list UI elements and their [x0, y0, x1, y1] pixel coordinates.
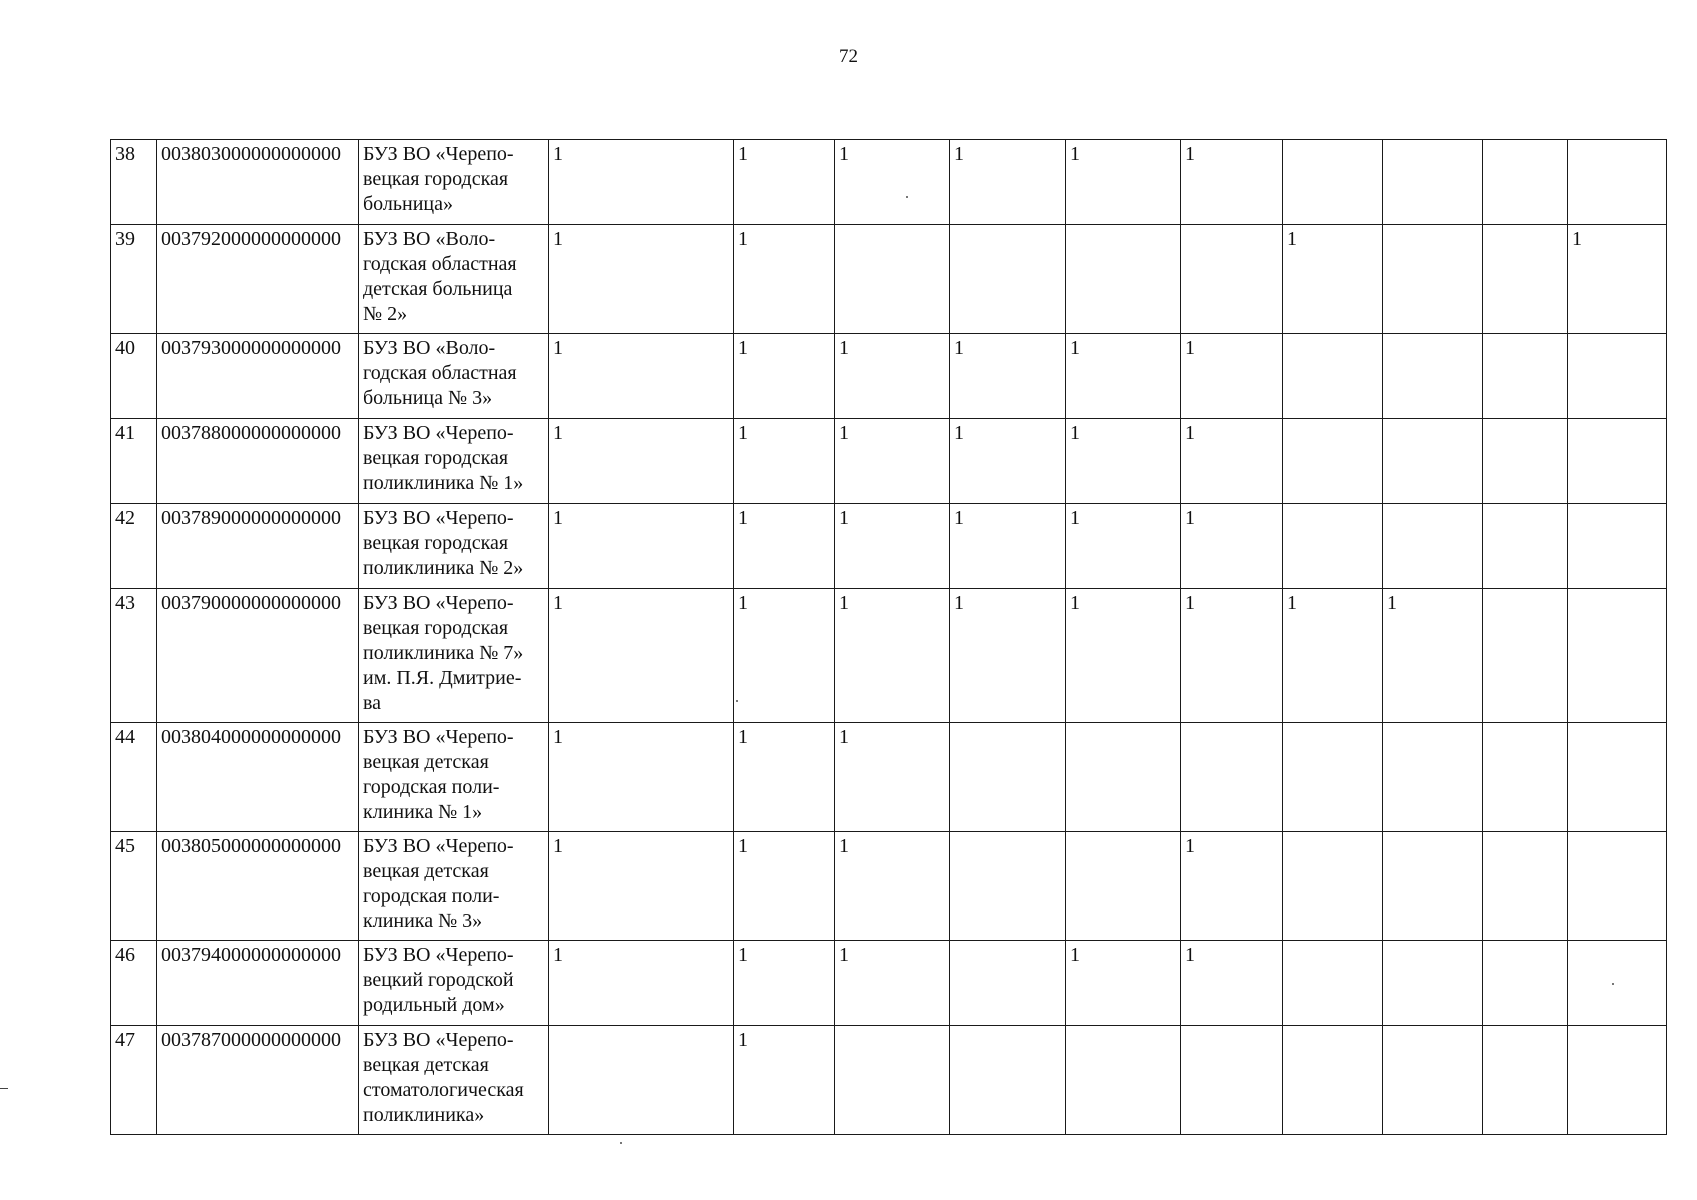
table-row	[111, 225, 1667, 334]
table-row	[111, 589, 1667, 723]
mark-cell-col-9	[1483, 1026, 1568, 1135]
table-row	[111, 140, 1667, 225]
row-number-cell: 47	[111, 1026, 157, 1135]
mark-cell-col-1: 1	[549, 140, 734, 225]
scan-speck	[906, 196, 908, 198]
mark-cell-col-9	[1483, 832, 1568, 941]
registry-code-cell: 003793000000000000	[157, 334, 359, 419]
mark-cell-col-9	[1483, 225, 1568, 334]
row-number-cell: 42	[111, 504, 157, 589]
mark-cell-col-8	[1383, 941, 1483, 1026]
table-row	[111, 941, 1667, 1026]
mark-cell-col-7	[1283, 140, 1383, 225]
registry-code-cell: 003792000000000000	[157, 225, 359, 334]
mark-cell-col-10	[1568, 941, 1667, 1026]
mark-cell-col-3: 1	[835, 140, 950, 225]
mark-cell-col-10	[1568, 140, 1667, 225]
mark-cell-col-4: 1	[950, 140, 1066, 225]
mark-cell-col-7	[1283, 419, 1383, 504]
mark-cell-col-2: 1	[734, 225, 835, 334]
mark-cell-col-2: 1	[734, 419, 835, 504]
mark-cell-col-7	[1283, 504, 1383, 589]
table-row	[111, 723, 1667, 832]
mark-cell-col-5	[1066, 723, 1181, 832]
mark-cell-col-9	[1483, 334, 1568, 419]
mark-cell-col-7	[1283, 1026, 1383, 1135]
registry-code-cell: 003787000000000000	[157, 1026, 359, 1135]
table-row	[111, 334, 1667, 419]
mark-cell-col-5: 1	[1066, 504, 1181, 589]
mark-cell-col-5: 1	[1066, 419, 1181, 504]
scan-speck	[620, 1142, 622, 1144]
mark-cell-col-2: 1	[734, 504, 835, 589]
mark-cell-col-10: 1	[1568, 225, 1667, 334]
organization-name-cell: БУЗ ВО «Черепо- вецкая городская поликлиника № 7» им. П.Я. Дмитрие- ва	[359, 589, 549, 723]
mark-cell-col-2: 1	[734, 941, 835, 1026]
mark-cell-col-8	[1383, 140, 1483, 225]
mark-cell-col-8	[1383, 419, 1483, 504]
row-number-cell: 46	[111, 941, 157, 1026]
mark-cell-col-3: 1	[835, 334, 950, 419]
mark-cell-col-4	[950, 941, 1066, 1026]
table-body	[111, 140, 1667, 1135]
mark-cell-col-1: 1	[549, 723, 734, 832]
page-number: 72	[839, 46, 858, 67]
mark-cell-col-2: 1	[734, 140, 835, 225]
mark-cell-col-1: 1	[549, 589, 734, 723]
mark-cell-col-6: 1	[1181, 832, 1283, 941]
mark-cell-col-2: 1	[734, 334, 835, 419]
mark-cell-col-1: 1	[549, 419, 734, 504]
mark-cell-col-9	[1483, 723, 1568, 832]
mark-cell-col-7	[1283, 941, 1383, 1026]
organization-name-cell: БУЗ ВО «Воло- годская областная больница № 3»	[359, 334, 549, 419]
table-row	[111, 419, 1667, 504]
mark-cell-col-10	[1568, 419, 1667, 504]
organization-name-cell: БУЗ ВО «Черепо- вецкая детская городская поли- клиника № 1»	[359, 723, 549, 832]
mark-cell-col-4	[950, 1026, 1066, 1135]
row-number-cell: 45	[111, 832, 157, 941]
mark-cell-col-6: 1	[1181, 589, 1283, 723]
organization-name-cell: БУЗ ВО «Черепо- вецкая городская поликлиника № 2»	[359, 504, 549, 589]
scan-speck	[1612, 983, 1614, 985]
registry-code-cell: 003805000000000000	[157, 832, 359, 941]
mark-cell-col-8	[1383, 723, 1483, 832]
mark-cell-col-3: 1	[835, 941, 950, 1026]
mark-cell-col-2: 1	[734, 589, 835, 723]
registry-code-cell: 003804000000000000	[157, 723, 359, 832]
mark-cell-col-10	[1568, 832, 1667, 941]
mark-cell-col-3	[835, 225, 950, 334]
mark-cell-col-1	[549, 1026, 734, 1135]
mark-cell-col-2: 1	[734, 832, 835, 941]
mark-cell-col-6: 1	[1181, 419, 1283, 504]
organization-name-cell: БУЗ ВО «Черепо- вецкая детская стоматологическая поликлиника»	[359, 1026, 549, 1135]
scan-edge-mark	[0, 1088, 8, 1089]
mark-cell-col-10	[1568, 1026, 1667, 1135]
mark-cell-col-8	[1383, 832, 1483, 941]
mark-cell-col-6	[1181, 723, 1283, 832]
mark-cell-col-4: 1	[950, 334, 1066, 419]
mark-cell-col-1: 1	[549, 941, 734, 1026]
mark-cell-col-6: 1	[1181, 140, 1283, 225]
mark-cell-col-5	[1066, 1026, 1181, 1135]
row-number-cell: 41	[111, 419, 157, 504]
registry-code-cell: 003803000000000000	[157, 140, 359, 225]
row-number-cell: 44	[111, 723, 157, 832]
mark-cell-col-4: 1	[950, 504, 1066, 589]
mark-cell-col-3: 1	[835, 589, 950, 723]
mark-cell-col-2: 1	[734, 723, 835, 832]
organization-table	[110, 139, 1667, 1135]
row-number-cell: 38	[111, 140, 157, 225]
mark-cell-col-9	[1483, 941, 1568, 1026]
mark-cell-col-9	[1483, 419, 1568, 504]
mark-cell-col-4	[950, 723, 1066, 832]
registry-code-cell: 003794000000000000	[157, 941, 359, 1026]
mark-cell-col-7: 1	[1283, 589, 1383, 723]
mark-cell-col-8: 1	[1383, 589, 1483, 723]
mark-cell-col-7: 1	[1283, 225, 1383, 334]
mark-cell-col-5	[1066, 225, 1181, 334]
mark-cell-col-1: 1	[549, 334, 734, 419]
mark-cell-col-9	[1483, 589, 1568, 723]
registry-code-cell: 003788000000000000	[157, 419, 359, 504]
mark-cell-col-6	[1181, 1026, 1283, 1135]
organization-name-cell: БУЗ ВО «Черепо- вецкая детская городская поли- клиника № 3»	[359, 832, 549, 941]
mark-cell-col-8	[1383, 1026, 1483, 1135]
mark-cell-col-4	[950, 225, 1066, 334]
mark-cell-col-1: 1	[549, 832, 734, 941]
mark-cell-col-10	[1568, 723, 1667, 832]
mark-cell-col-3: 1	[835, 832, 950, 941]
organization-name-cell: БУЗ ВО «Воло- годская областная детская больница № 2»	[359, 225, 549, 334]
mark-cell-col-10	[1568, 334, 1667, 419]
mark-cell-col-4: 1	[950, 589, 1066, 723]
mark-cell-col-8	[1383, 225, 1483, 334]
mark-cell-col-8	[1383, 504, 1483, 589]
mark-cell-col-9	[1483, 140, 1568, 225]
organization-name-cell: БУЗ ВО «Черепо- вецкая городская больница»	[359, 140, 549, 225]
mark-cell-col-10	[1568, 589, 1667, 723]
mark-cell-col-3	[835, 1026, 950, 1135]
mark-cell-col-3: 1	[835, 419, 950, 504]
mark-cell-col-5: 1	[1066, 334, 1181, 419]
mark-cell-col-6: 1	[1181, 504, 1283, 589]
mark-cell-col-5: 1	[1066, 941, 1181, 1026]
mark-cell-col-7	[1283, 723, 1383, 832]
mark-cell-col-7	[1283, 334, 1383, 419]
row-number-cell: 43	[111, 589, 157, 723]
table-row	[111, 1026, 1667, 1135]
mark-cell-col-9	[1483, 504, 1568, 589]
mark-cell-col-1: 1	[549, 504, 734, 589]
mark-cell-col-7	[1283, 832, 1383, 941]
mark-cell-col-5	[1066, 832, 1181, 941]
mark-cell-col-5: 1	[1066, 589, 1181, 723]
organization-name-cell: БУЗ ВО «Черепо- вецкий городской родильный дом»	[359, 941, 549, 1026]
mark-cell-col-6	[1181, 225, 1283, 334]
mark-cell-col-6: 1	[1181, 941, 1283, 1026]
organization-name-cell: БУЗ ВО «Черепо- вецкая городская поликлиника № 1»	[359, 419, 549, 504]
mark-cell-col-5: 1	[1066, 140, 1181, 225]
mark-cell-col-2: 1	[734, 1026, 835, 1135]
row-number-cell: 40	[111, 334, 157, 419]
mark-cell-col-4: 1	[950, 419, 1066, 504]
row-number-cell: 39	[111, 225, 157, 334]
mark-cell-col-3: 1	[835, 504, 950, 589]
table-row	[111, 832, 1667, 941]
registry-code-cell: 003789000000000000	[157, 504, 359, 589]
scan-speck	[736, 700, 738, 702]
mark-cell-col-3: 1	[835, 723, 950, 832]
mark-cell-col-4	[950, 832, 1066, 941]
mark-cell-col-8	[1383, 334, 1483, 419]
registry-code-cell: 003790000000000000	[157, 589, 359, 723]
mark-cell-col-6: 1	[1181, 334, 1283, 419]
table-row	[111, 504, 1667, 589]
mark-cell-col-1: 1	[549, 225, 734, 334]
mark-cell-col-10	[1568, 504, 1667, 589]
